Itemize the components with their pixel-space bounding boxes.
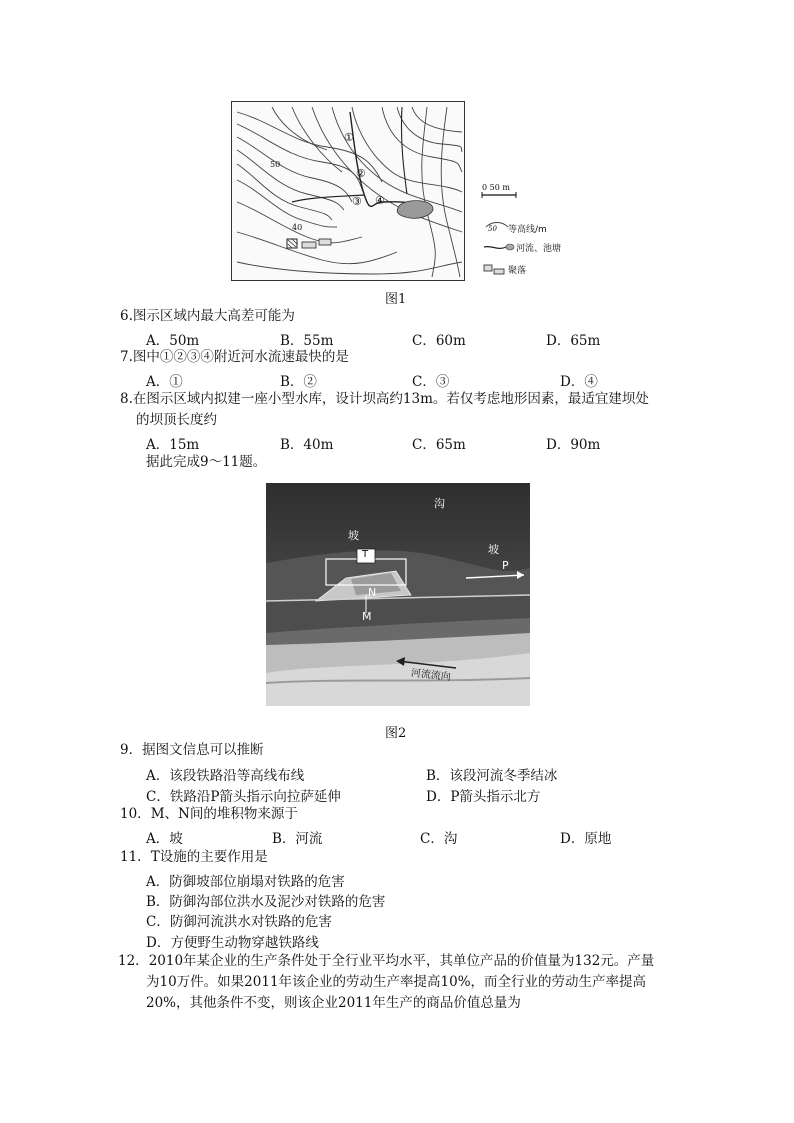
question-10 (120, 804, 298, 824)
settlement-icon (319, 239, 331, 245)
legend-river-label: 河流、池塘 (516, 244, 562, 254)
question-6 (120, 306, 295, 326)
label-n: N (368, 586, 377, 599)
question-9 (120, 740, 264, 760)
question-text: 在图示区域内拟建一座小型水库，设计坝高约13m。若仅考虑地形因素，最适宜建坝处 (132, 391, 649, 407)
label-slope-left: 坡 (348, 529, 359, 542)
q8-option-a: A．15m (146, 437, 200, 453)
q9-option-d: D．P箭头指示北方 (426, 789, 541, 805)
q9-option-b: B．该段河流冬季结冰 (426, 768, 558, 784)
q6-option-c: C．60m (412, 333, 466, 349)
marker-2: ② (356, 167, 366, 180)
question-number: 8. (120, 391, 133, 407)
question-number: 7. (120, 349, 133, 365)
question-text: 图中①②③④附近河水流速最快的是 (132, 349, 349, 365)
legend-contour-label: 等高线/m (508, 225, 547, 235)
q11-option-c: C．防御河流洪水对铁路的危害 (146, 914, 332, 930)
question-number: 10． (120, 806, 151, 822)
figure1-caption: 图1 (385, 292, 407, 307)
intro-9-11: 据此完成9～11题。 (146, 454, 267, 470)
q7-option-d: D．④ (560, 374, 598, 390)
figure1-legend (478, 185, 568, 285)
q7-option-a: A．① (146, 374, 183, 390)
question-number: 9． (120, 742, 143, 758)
q7-option-b: B．② (280, 374, 317, 390)
question-7 (120, 347, 349, 367)
legend-contour-sample: 50 (488, 225, 497, 233)
marker-3: ③ (352, 195, 362, 208)
label-river-direction: 河流流向 (410, 667, 452, 684)
figure2-caption: 图2 (385, 726, 407, 741)
scale-bar-label: 0 50 m (482, 183, 510, 192)
question-number: 12． (118, 953, 149, 969)
q11-option-b: B．防御沟部位洪水及泥沙对铁路的危害 (146, 894, 386, 910)
q8-option-b: B．40m (280, 437, 334, 453)
label-slope-right: 坡 (488, 543, 499, 556)
contour-map-drawing (232, 102, 464, 280)
question-text: T设施的主要作用是 (150, 849, 268, 865)
q11-option-d: D．方便野生动物穿越铁路线 (146, 935, 319, 951)
question-number: 6. (120, 308, 133, 324)
question-number: 11． (120, 849, 151, 865)
question-12 (118, 951, 654, 971)
q6-option-a: A．50m (146, 333, 200, 349)
q10-option-a: A．坡 (146, 831, 183, 847)
question-12-line3: 20%，其他条件不变，则该企业2011年生产的商品价值总量为 (146, 995, 521, 1011)
photo-drawing (266, 483, 530, 706)
river-legend-icon (484, 247, 506, 249)
label-p: P (502, 559, 509, 572)
question-8 (120, 389, 649, 409)
figure2-photo (266, 483, 530, 706)
marker-1: ① (344, 131, 354, 144)
contour-label-40: 40 (292, 223, 303, 232)
question-11 (120, 847, 268, 867)
q11-option-a: A．防御坡部位崩塌对铁路的危害 (146, 874, 345, 890)
question-text: M、N间的堆积物来源于 (150, 806, 298, 822)
question-text: 图示区域内最大高差可能为 (132, 308, 295, 324)
q6-option-d: D．65m (546, 333, 601, 349)
question-8-continued: 的坝顶长度约 (136, 412, 217, 428)
q10-option-d: D．原地 (560, 831, 612, 847)
question-text: 据图文信息可以推断 (142, 742, 264, 758)
figure1-contour-map (231, 101, 465, 281)
q9-option-c: C．铁路沿P箭头指示向拉萨延伸 (146, 789, 341, 805)
q10-option-b: B．河流 (272, 831, 323, 847)
settlement-legend-icon (484, 265, 492, 271)
q6-option-b: B．55m (280, 333, 334, 349)
settlement-icon (302, 242, 316, 248)
q10-option-c: C．沟 (420, 831, 458, 847)
q8-option-d: D．90m (546, 437, 601, 453)
label-t: T (362, 549, 369, 560)
legend-settlement-label: 聚落 (508, 266, 527, 276)
label-gully: 沟 (434, 497, 445, 510)
marker-4: ④ (375, 194, 385, 207)
q7-option-c: C．③ (412, 374, 450, 390)
q9-option-a: A．该段铁路沿等高线布线 (146, 768, 305, 784)
q8-option-c: C．65m (412, 437, 466, 453)
contour-label-50: 50 (270, 160, 281, 169)
question-text-line1: 2010年某企业的生产条件处于全行业平均水平，其单位产品的价值量为132元。产量 (148, 953, 655, 969)
label-m: M (362, 610, 372, 623)
question-12-line2: 为10万件。如果2011年该企业的劳动生产率提高10%，而全行业的劳动生产率提高 (146, 974, 647, 990)
